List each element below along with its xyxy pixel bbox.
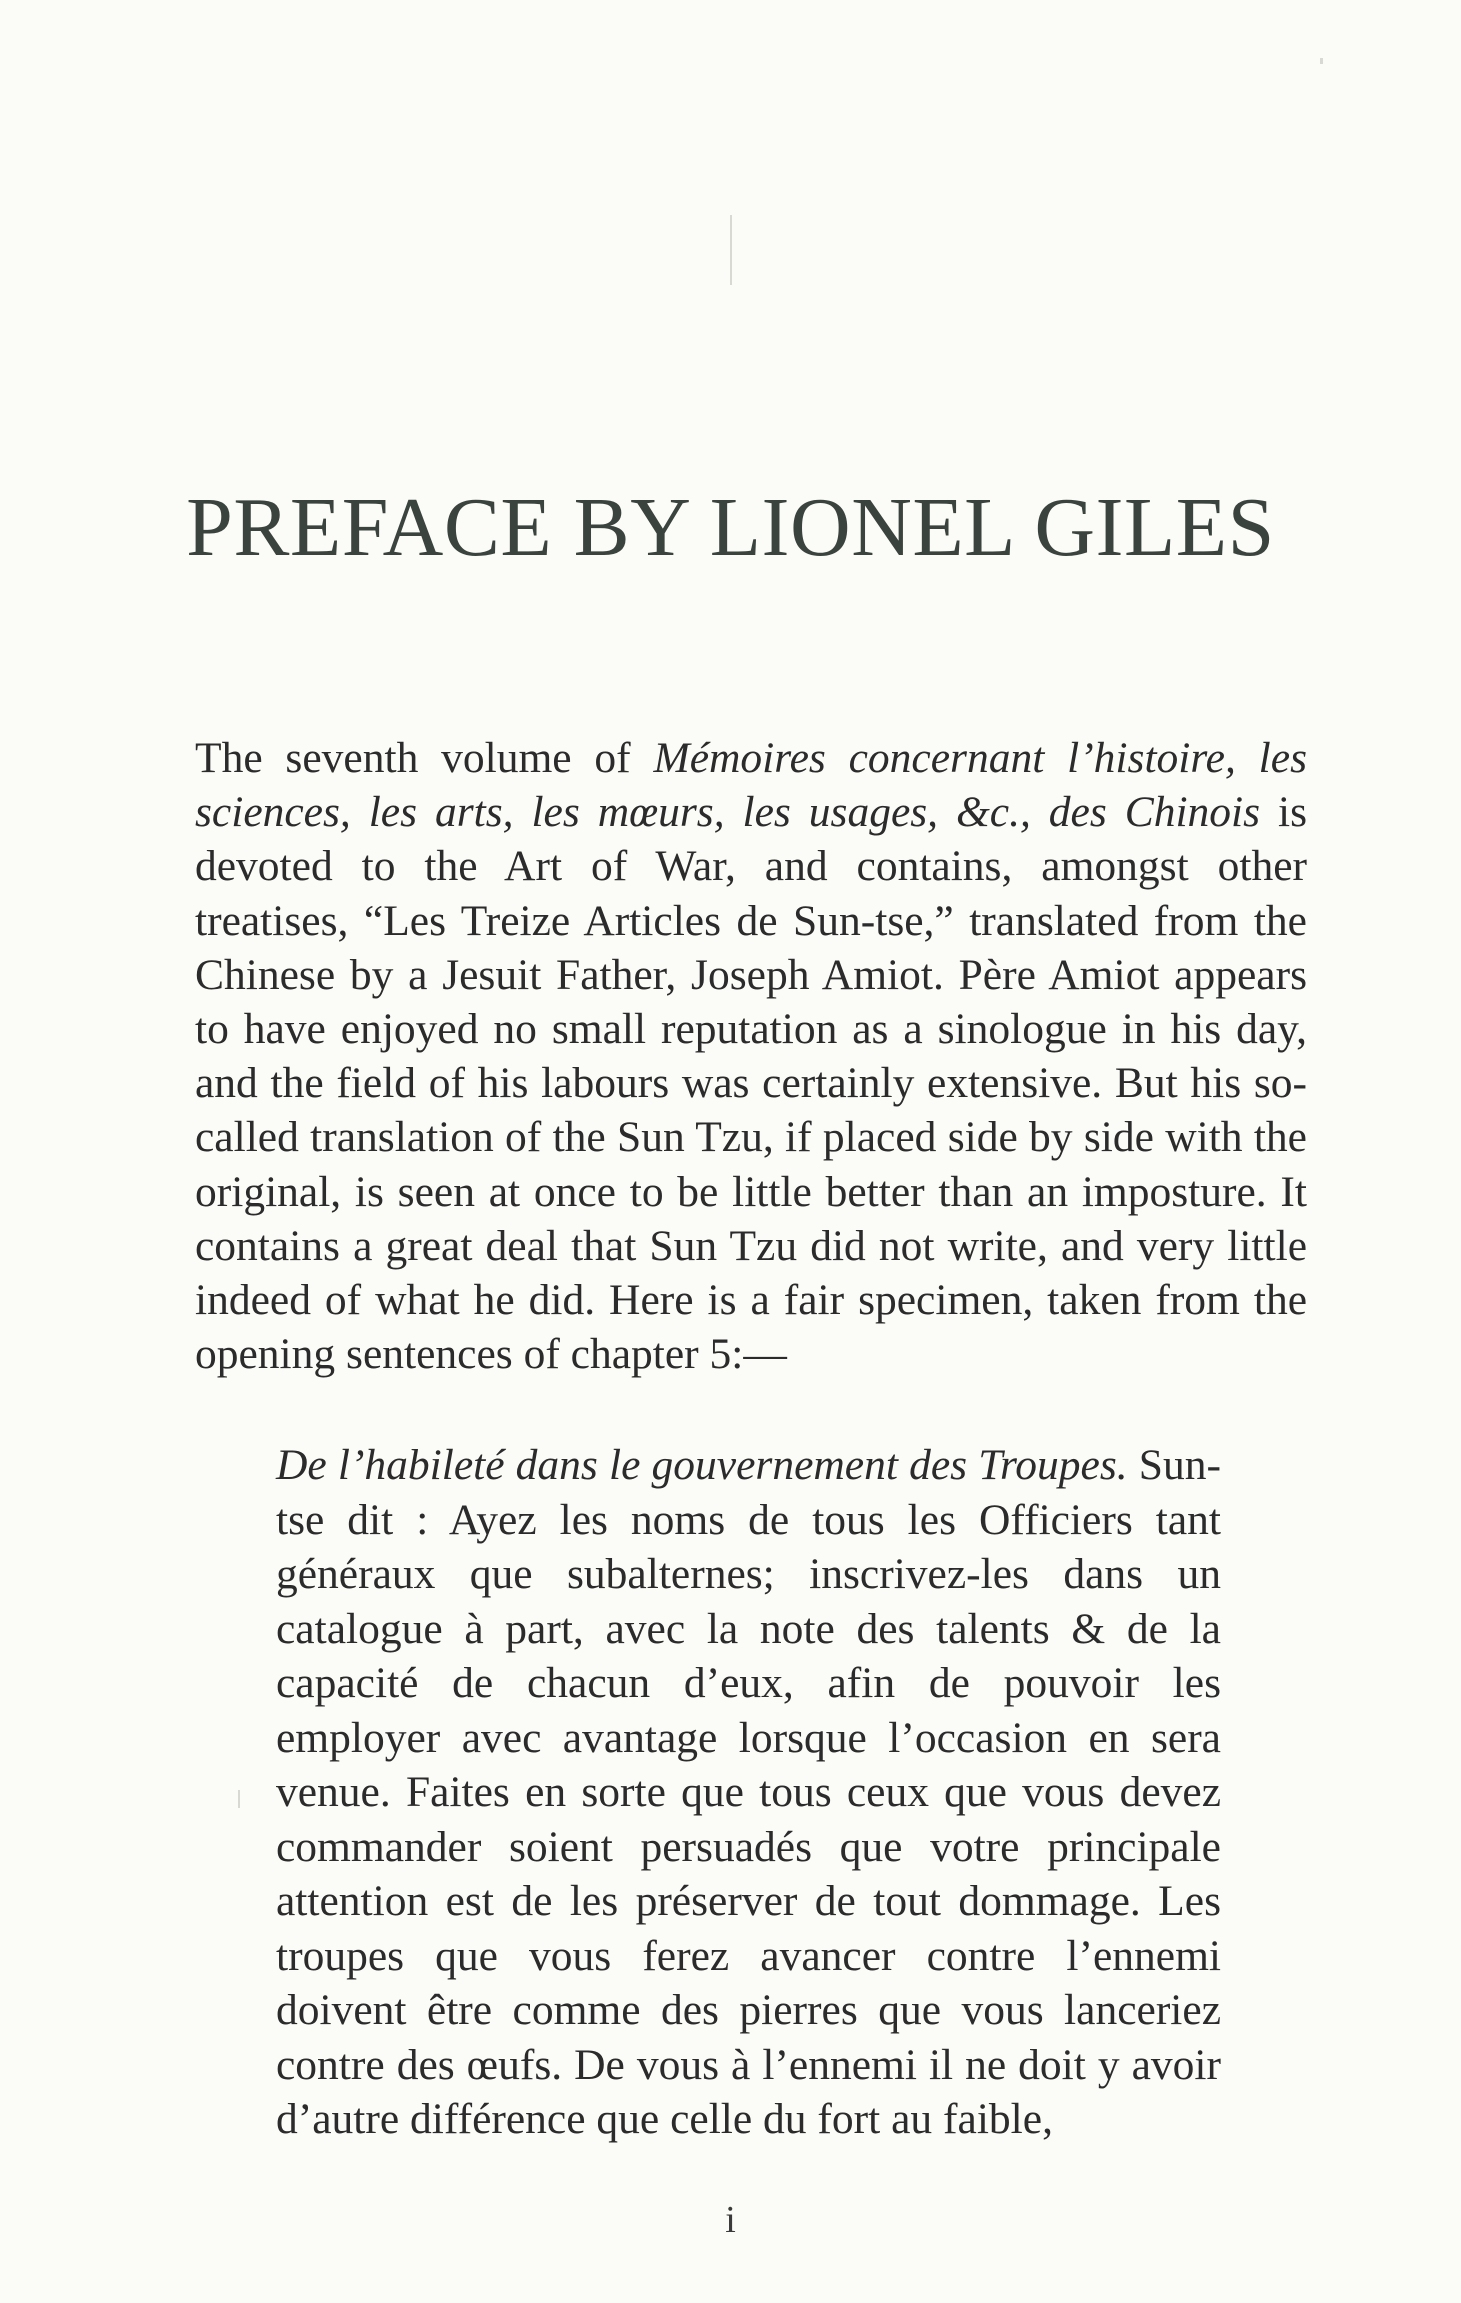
paragraph-text: is devoted to the Art of War, and contains, amongst other treatises, “Les Treize Articles de Sun-tse,” translated from the Chinese by a Jesuit Father, Joseph Amiot. Père Amiot appears to have enjoyed no small reputation as a sinologue in his day, and the field of his labours was certainly extensive. But his so-called translation of the Sun Tzu, if placed side by side with the original, is seen at once to be little better than an imposture. It contains a great deal that Sun Tzu did not write, and very little indeed of what he did. Here is a fair specimen, taken from the opening sentences of chapter 5:— bbox=[195, 788, 1307, 1379]
scan-mark bbox=[730, 215, 732, 285]
page-title: PREFACE BY LIONEL GILES bbox=[186, 481, 1275, 574]
quote-heading: De l’habileté dans le gouvernement des Troupes. bbox=[276, 1441, 1128, 1489]
quote-text: Sun-tse dit : Ayez les noms de tous les Officiers tant généraux que subalternes; inscrivez-les dans un catalogue à part, avec la note des talents & de la capacité de chacun d’eux, afin de pouvoir les employer avec avantage lorsque l’occasion en sera venue. Faites en sorte que tous ceux que vous devez commander soient persuadés que votre principale attention est de les préserver de tout dommage. Les troupes que vous ferez avancer contre l’ennemi doivent être comme des pierres que vous lanceriez contre des œufs. De vous à l’ennemi il ne doit y avoir d’autre différence que celle du fort au faible, bbox=[276, 1441, 1221, 2143]
scan-mark bbox=[1320, 58, 1323, 64]
french-quotation bbox=[276, 1438, 1221, 2147]
preface-paragraph bbox=[195, 731, 1307, 1381]
book-title-italic: Mémoires concernant l’histoire, les sciences, les arts, les mœurs, les usages, &c., des Chinois bbox=[195, 734, 1307, 837]
page-number: i bbox=[725, 2199, 736, 2241]
paragraph-text: The seventh volume of bbox=[195, 734, 654, 782]
scan-mark bbox=[238, 1790, 240, 1808]
